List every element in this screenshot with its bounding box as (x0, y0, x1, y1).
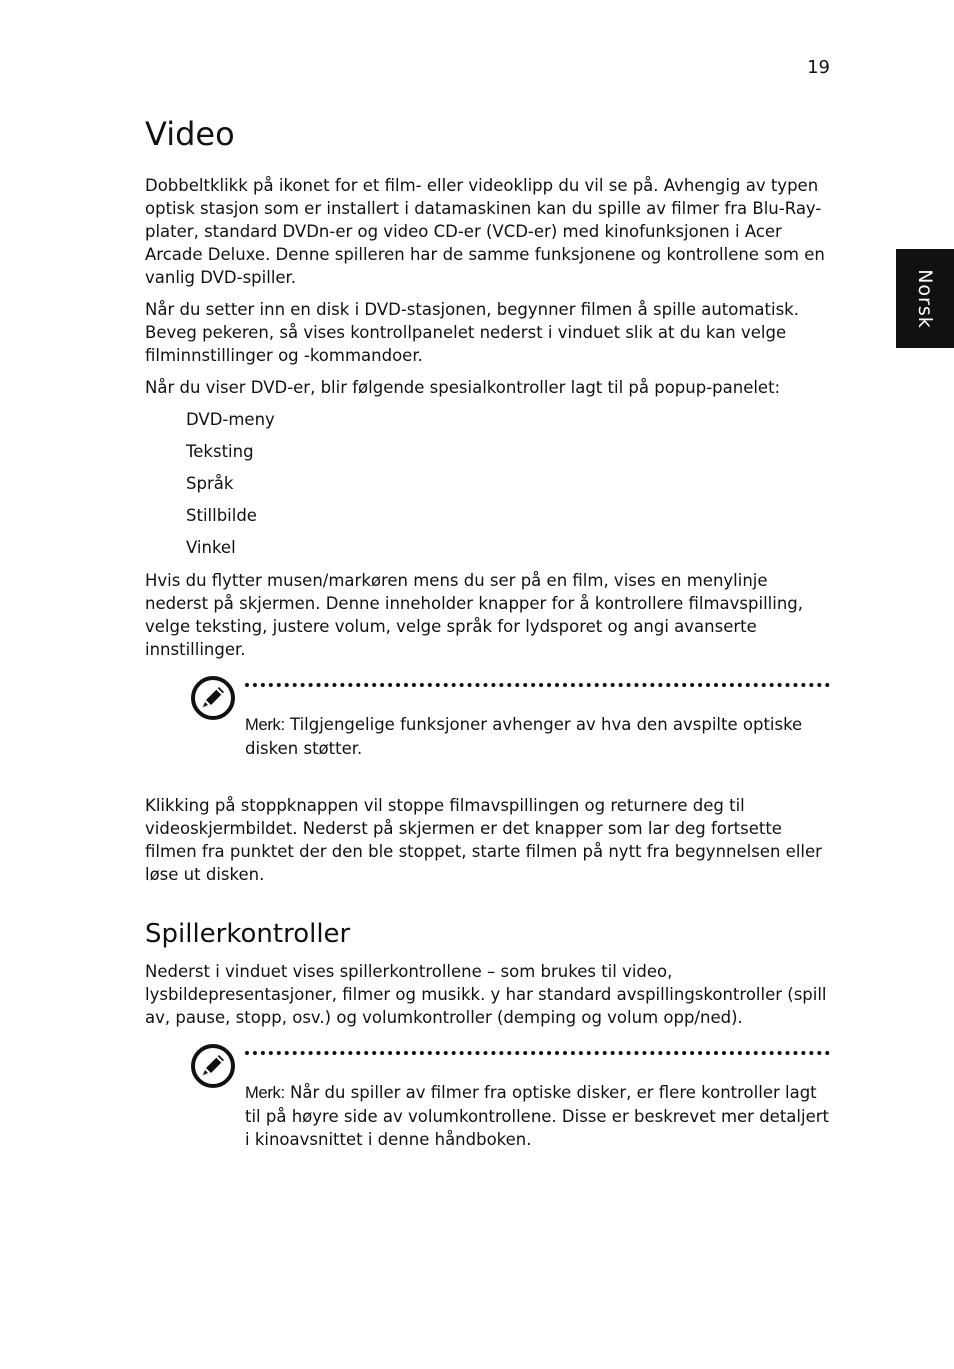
note-divider (245, 1051, 830, 1055)
paragraph: Dobbeltklikk på ikonet for et film- eller videoklipp du vil se på. Avhengig av typen optisk stasjon som er installert i datamaskinen kan du spille av filmer fra Blu-Ray-plater, standard DVDn-er og video CD-er (VCD-er) med kinofunksjonen i Acer Arcade Deluxe. Denne spilleren har de samme funksjonene og kontrollene som en vanlig DVD-spiller. (145, 176, 825, 287)
note-body: Når du spiller av filmer fra optiske disker, er flere kontroller lagt til på høyre side av volumkontrollene. Disse er beskrevet mer detaljert i kinoavsnittet i denne håndboken. (245, 1083, 829, 1149)
paragraph: Nederst i vinduet vises spillerkontrollene – som brukes til video, lysbildepresentasjoner, filmer og musikk. y har standard avspillingskontroller (spill av, pause, stopp, osv.) og volumkontroller (demping og volum opp/ned). (145, 962, 827, 1027)
language-tab (896, 249, 954, 348)
note-text (245, 713, 835, 760)
note-label: Merk: (245, 1084, 285, 1102)
note-body: Tilgjengelige funksjoner avhenger av hva den avspilte optiske disken støtter. (245, 715, 803, 758)
language-tab-label: Norsk (914, 268, 936, 329)
page-number: 19 (807, 57, 830, 78)
note-divider (245, 683, 830, 687)
section-title-controls: Spillerkontroller (145, 919, 351, 949)
note-pen-icon (190, 675, 236, 721)
list-item: Språk (186, 474, 234, 493)
list-item: DVD-meny (186, 410, 275, 429)
paragraph: Hvis du flytter musen/markøren mens du ser på en film, vises en menylinje nederst på skjermen. Denne inneholder knapper for å kontrollere filmavspilling, velge teksting, justere volum, velge språk for lydsporet og angi avanserte innstillinger. (145, 571, 804, 659)
note-box (190, 683, 835, 760)
dvd-controls-list (145, 408, 835, 559)
note-box (190, 1051, 835, 1151)
paragraph: Klikking på stoppknappen vil stoppe filmavspillingen og returnere deg til videoskjermbildet. Nederst på skjermen er det knapper som lar deg fortsette filmen fra punktet der den ble stoppet, starte filmen på nytt fra begynnelsen eller løse ut disken. (145, 796, 822, 884)
note-pen-icon (190, 1043, 236, 1089)
page-content (145, 112, 835, 1151)
paragraph: Når du setter inn en disk i DVD-stasjonen, begynner filmen å spille automatisk. Beveg pekeren, så vises kontrollpanelet nederst i vinduet slik at du kan velge filminnstillinger og -kommandoer. (145, 300, 799, 365)
paragraph: Når du viser DVD-er, blir følgende spesialkontroller lagt til på popup-panelet: (145, 378, 781, 397)
list-item: Stillbilde (186, 506, 257, 525)
list-item: Vinkel (186, 538, 236, 557)
list-item: Teksting (186, 442, 254, 461)
section-title-video: Video (145, 115, 235, 153)
note-label: Merk: (245, 716, 285, 734)
note-text (245, 1081, 835, 1151)
